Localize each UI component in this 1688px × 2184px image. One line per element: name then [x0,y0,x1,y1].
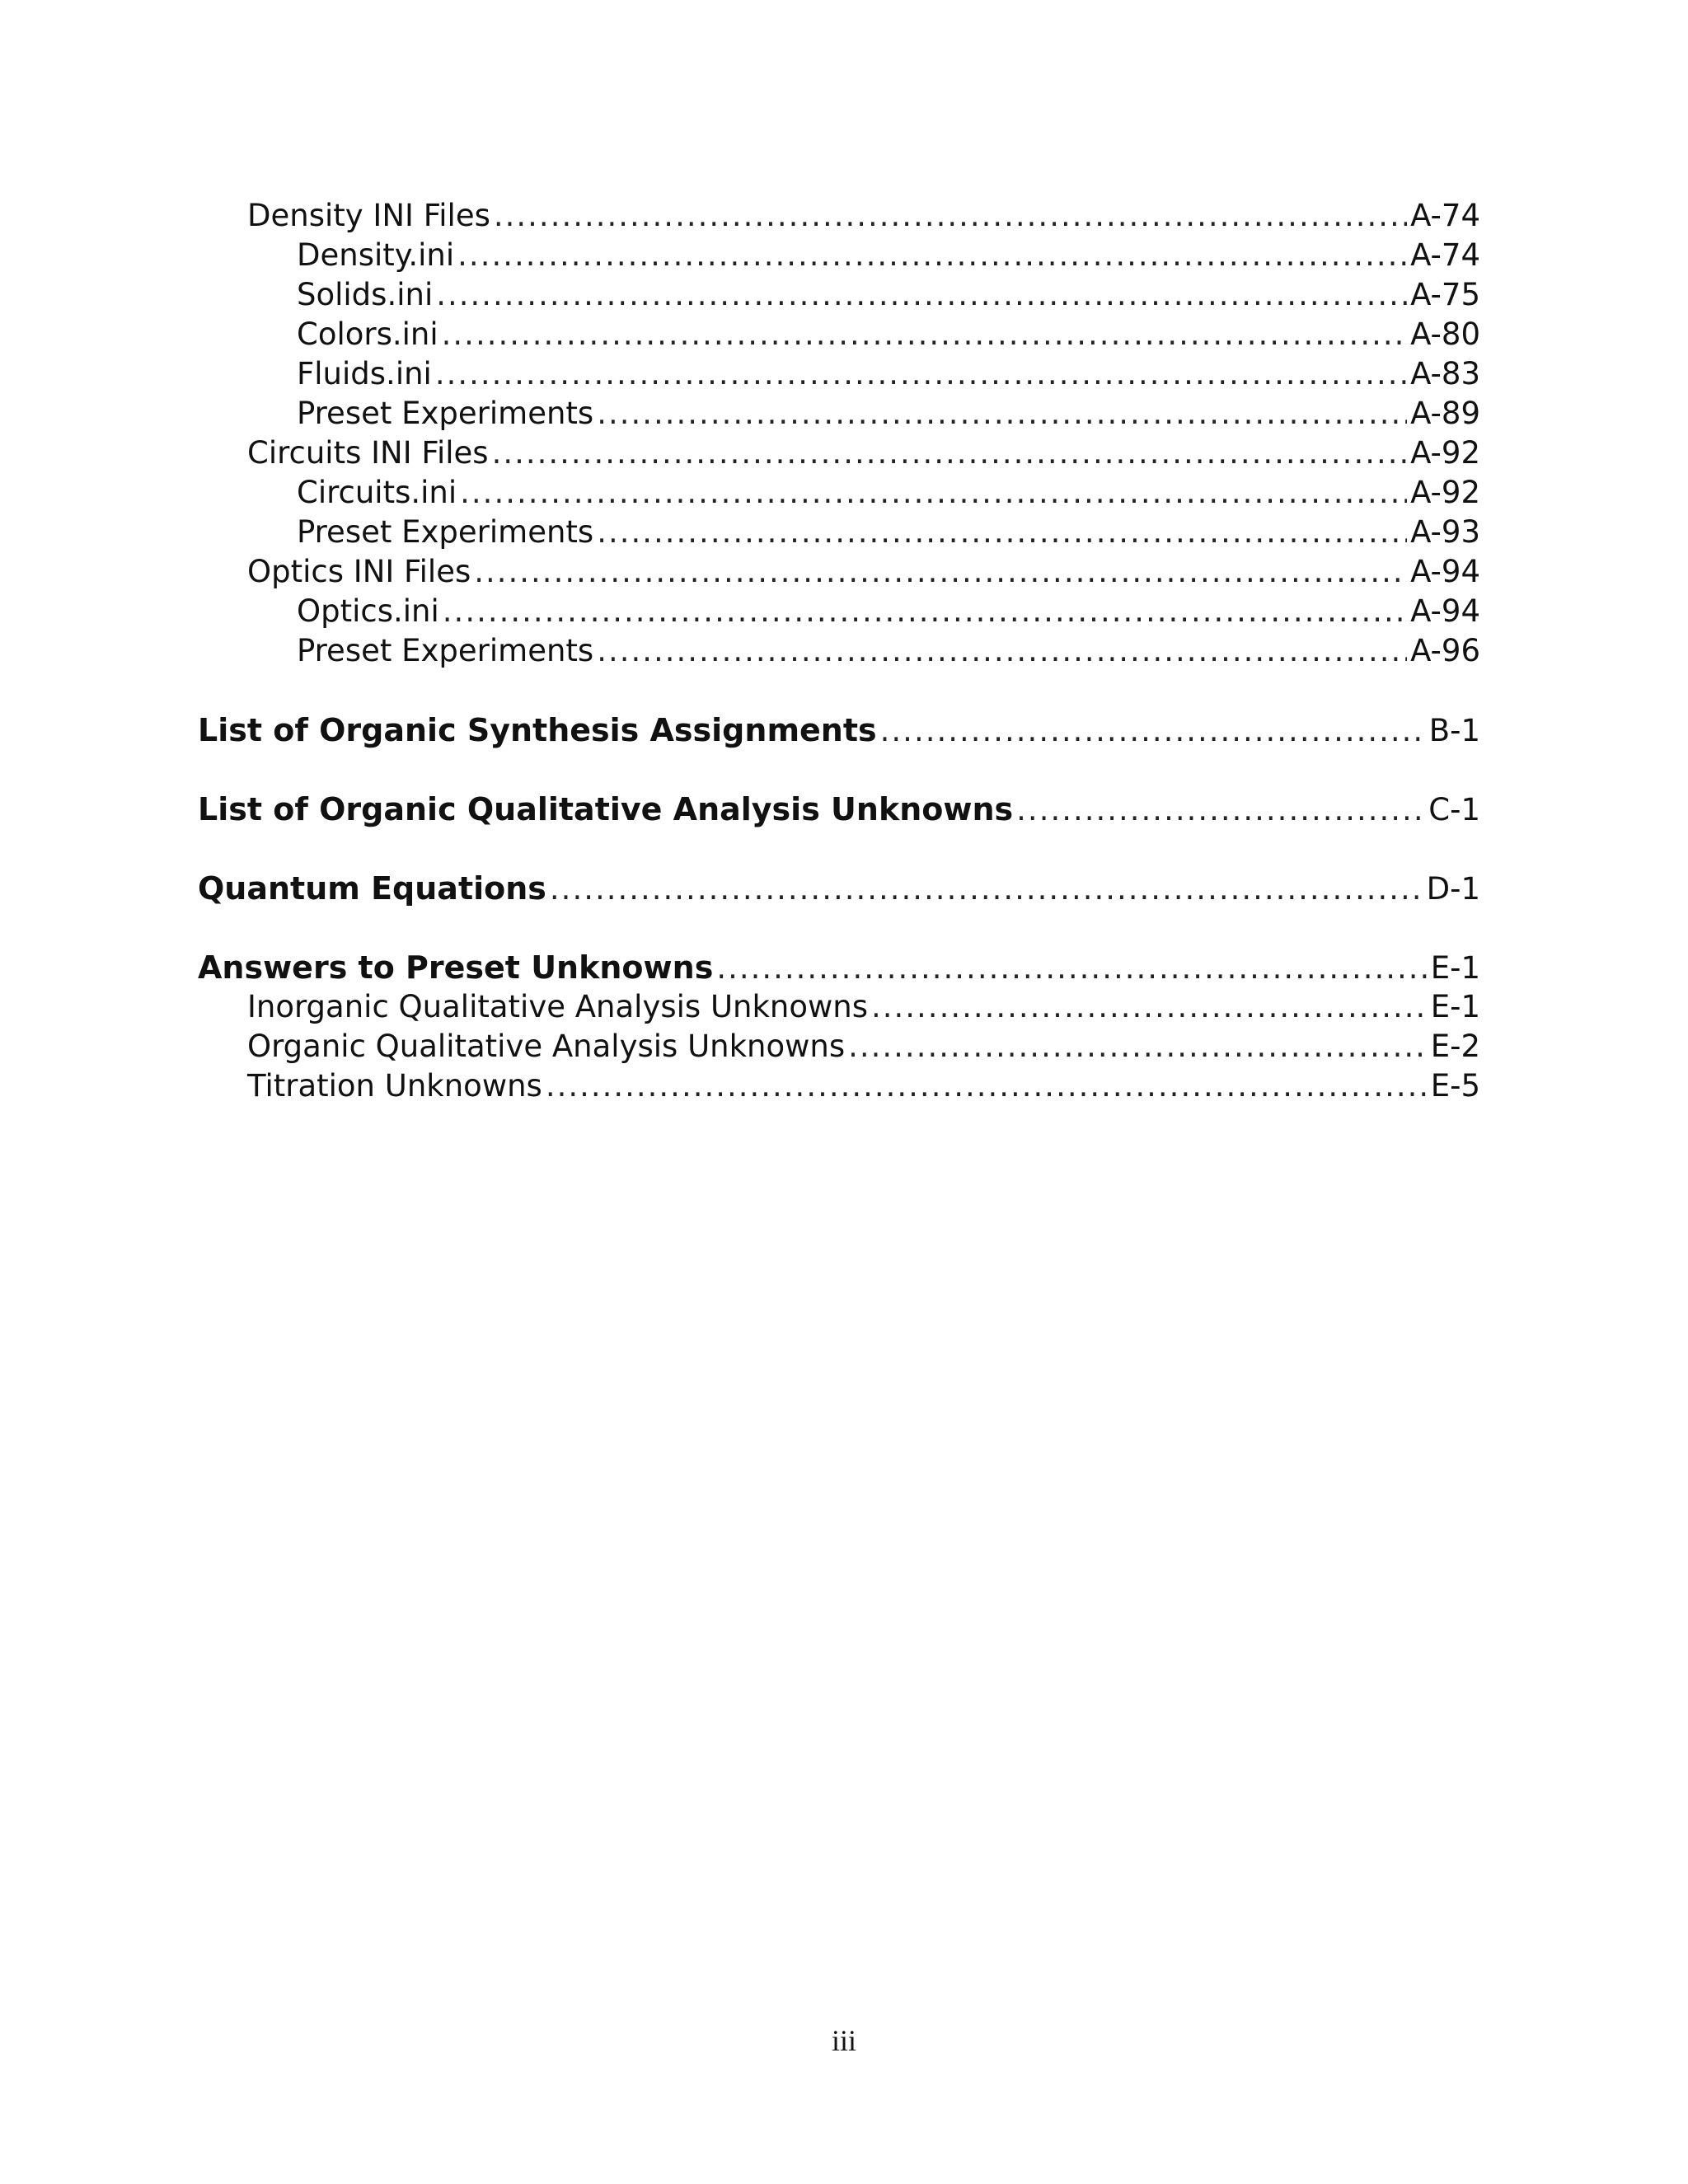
dot-leader [550,869,1423,909]
toc-entry-page: A-80 [1407,315,1480,354]
toc-entry-label: List of Organic Synthesis Assignments [198,710,880,750]
toc-entry-optics-ini-files [247,552,1480,592]
toc-entry-label: Quantum Equations [198,869,550,908]
toc-entry-page: A-89 [1407,394,1480,434]
toc-entry-label: Density INI Files [247,196,494,236]
toc-entry-organic-qualitative-analysis-unknowns [198,790,1480,829]
toc-entry-page: A-94 [1407,592,1480,631]
toc-entry-label: Circuits INI Files [247,434,492,473]
dot-leader [494,196,1407,236]
toc-entry-quantum-equations [198,869,1480,908]
toc-entry-solids-ini [297,275,1480,315]
toc-entry-label: List of Organic Qualitative Analysis Unknowns [198,790,1016,829]
toc-entry-colors-ini [297,315,1480,354]
dot-leader [436,275,1407,315]
toc-entry-label: Preset Experiments [297,394,597,434]
dot-leader [597,631,1407,671]
dot-leader [442,315,1407,354]
section-gap [198,671,1480,710]
dot-leader [474,552,1407,592]
toc-entry-page: A-93 [1407,513,1480,552]
dot-leader [460,473,1407,513]
table-of-contents [198,196,1480,1106]
toc-entry-label: Optics.ini [297,592,443,631]
toc-entry-inorganic-qualitative-analysis-unknowns [247,987,1480,1027]
section-gap [198,829,1480,869]
toc-entry-page: E-5 [1428,1066,1480,1106]
toc-entry-density-ini-files [247,196,1480,236]
dot-leader [457,236,1407,275]
toc-entry-circuits-preset-experiments [297,513,1480,552]
toc-entry-page: A-96 [1407,631,1480,671]
section-gap [198,908,1480,948]
toc-entry-label: Inorganic Qualitative Analysis Unknowns [247,987,871,1027]
toc-entry-label: Preset Experiments [297,513,597,552]
toc-entry-label: Preset Experiments [297,631,597,671]
dot-leader [716,949,1427,988]
toc-entry-optics-preset-experiments [297,631,1480,671]
dot-leader [871,987,1428,1027]
toc-entry-page: A-94 [1407,552,1480,592]
toc-entry-organic-qualitative-analysis-unknowns-sub [247,1027,1480,1066]
toc-entry-label: Organic Qualitative Analysis Unknowns [247,1027,848,1066]
dot-leader [546,1066,1428,1106]
toc-entry-page: E-2 [1428,1027,1480,1066]
dot-leader [880,711,1426,751]
toc-entry-page: B-1 [1426,711,1480,751]
toc-entry-page: E-1 [1428,987,1480,1027]
toc-entry-page: E-1 [1428,949,1480,988]
toc-entry-label: Circuits.ini [297,473,460,513]
toc-entry-page: A-92 [1407,473,1480,513]
toc-entry-page: D-1 [1423,869,1480,909]
toc-entry-titration-unknowns [247,1066,1480,1106]
page-number: iii [831,2024,856,2057]
toc-entry-label: Optics INI Files [247,552,474,592]
toc-entry-page: A-92 [1407,434,1480,473]
dot-leader [597,513,1407,552]
toc-entry-label: Colors.ini [297,315,442,354]
dot-leader [848,1027,1428,1066]
section-gap [198,750,1480,790]
toc-entry-circuits-ini [297,473,1480,513]
toc-entry-label: Answers to Preset Unknowns [198,948,716,987]
toc-entry-label: Density.ini [297,236,457,275]
toc-entry-answers-to-preset-unknowns [198,948,1480,987]
toc-entry-page: A-75 [1407,275,1480,315]
dot-leader [435,354,1407,394]
toc-entry-density-preset-experiments [297,394,1480,434]
toc-entry-optics-ini [297,592,1480,631]
toc-entry-density-ini [297,236,1480,275]
dot-leader [492,434,1407,473]
toc-entry-label: Solids.ini [297,275,436,315]
toc-entry-label: Titration Unknowns [247,1066,546,1106]
toc-entry-organic-synthesis-assignments [198,710,1480,750]
toc-entry-page: A-83 [1407,354,1480,394]
toc-entry-page: C-1 [1425,790,1480,830]
toc-entry-label: Fluids.ini [297,354,435,394]
dot-leader [1016,790,1425,830]
toc-entry-fluids-ini [297,354,1480,394]
toc-entry-circuits-ini-files [247,434,1480,473]
dot-leader [597,394,1407,434]
toc-entry-page: A-74 [1407,196,1480,236]
dot-leader [443,592,1407,631]
toc-entry-page: A-74 [1407,236,1480,275]
